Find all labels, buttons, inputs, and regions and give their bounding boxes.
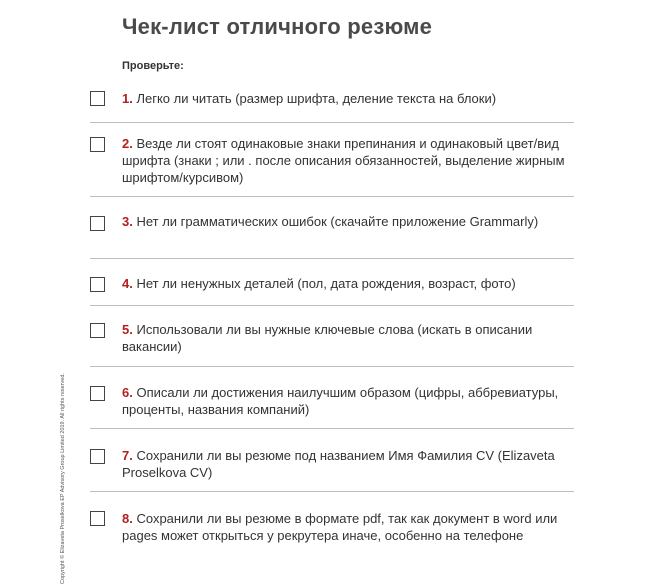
checkbox-8[interactable] (90, 511, 105, 526)
copyright-notice: Copyright © Elizaveta Proselkova EP Advisory Group Limited 2019. All rights reserved. (60, 373, 66, 584)
divider (90, 122, 574, 123)
item-number: 2. (122, 136, 133, 151)
checklist-item-text (122, 135, 574, 186)
checklist-item-text (122, 384, 574, 418)
item-number: 5. (122, 322, 133, 337)
checklist-item-text (122, 213, 574, 230)
item-label: Использовали ли вы нужные ключевые слова (искать в описании вакансии) (122, 322, 533, 354)
checklist-item-text (122, 321, 574, 355)
item-label: Описали ли достижения наилучшим образом (цифры, аббревиатуры, проценты, названия компаний) (122, 385, 559, 417)
divider (90, 428, 574, 429)
divider (90, 305, 574, 306)
item-number: 7. (122, 448, 133, 463)
item-number: 4. (122, 276, 133, 291)
checkbox-6[interactable] (90, 386, 105, 401)
divider (90, 258, 574, 259)
item-number: 1. (122, 91, 133, 106)
checklist-subtitle: Проверьте: (122, 60, 184, 72)
checklist-item-text (122, 90, 574, 107)
item-label: Везде ли стоят одинаковые знаки препинания и одинаковый цвет/вид шрифта (знаки ; или . после описания обязанностей, выделение жирным шрифтом/курсивом) (122, 136, 565, 185)
checkbox-3[interactable] (90, 216, 105, 231)
item-label: Нет ли грамматических ошибок (скачайте приложение Grammarly) (136, 214, 539, 229)
item-label: Нет ли ненужных деталей (пол, дата рождения, возраст, фото) (136, 276, 516, 291)
divider (90, 196, 574, 197)
divider (90, 366, 574, 367)
item-label: Сохранили ли вы резюме в формате pdf, так как документ в word или pages может открыться у рекрутера иначе, особенно на телефоне (122, 511, 558, 543)
divider (90, 491, 574, 492)
checkbox-7[interactable] (90, 449, 105, 464)
item-number: 8. (122, 511, 133, 526)
page-title: Чек-лист отличного резюме (122, 14, 433, 39)
item-number: 6. (122, 385, 133, 400)
checklist-item-text (122, 275, 574, 292)
checkbox-5[interactable] (90, 323, 105, 338)
checkbox-1[interactable] (90, 91, 105, 106)
item-label: Легко ли читать (размер шрифта, деление текста на блоки) (136, 91, 497, 106)
checklist-item-text (122, 447, 574, 481)
checklist-item-text (122, 510, 574, 544)
item-label: Сохранили ли вы резюме под названием Имя Фамилия CV (Elizaveta Proselkova CV) (122, 448, 555, 480)
checkbox-2[interactable] (90, 137, 105, 152)
item-number: 3. (122, 214, 133, 229)
checkbox-4[interactable] (90, 277, 105, 292)
